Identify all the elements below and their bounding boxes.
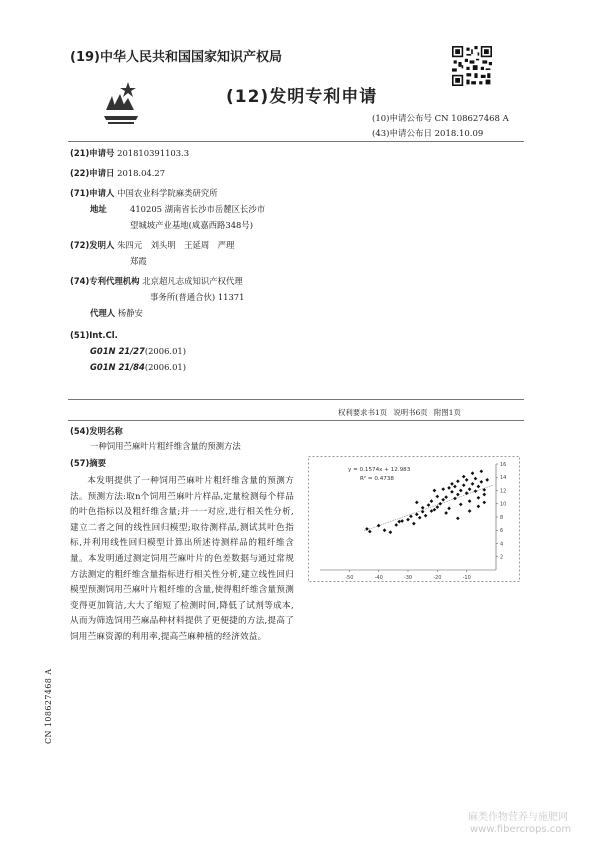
page-counts: 权利要求书1页 说明书6页 附图1页 — [338, 408, 461, 417]
emblem-icon — [98, 80, 144, 126]
section-divider-1 — [68, 399, 524, 400]
watermark-url: www.fibercrops.com — [470, 824, 572, 835]
agency-line-2: 事务所(普通合伙) 11371 — [150, 292, 245, 302]
agency-row — [70, 274, 243, 289]
inventors-row — [70, 238, 234, 253]
y-tick-label: 8 — [500, 514, 504, 521]
abstract-label: (57)摘要 — [70, 458, 107, 468]
address-line-2: 望城坡产业基地(咸嘉西路348号) — [130, 220, 254, 230]
publication-number: (10)申请公布号 CN 108627468 A — [372, 114, 509, 124]
ipc-version-1: (2006.01) — [144, 346, 186, 356]
y-tick-label: 4 — [500, 541, 504, 548]
title-label: (54)发明名称 — [70, 426, 123, 436]
x-tick-label: -50 — [345, 575, 354, 581]
x-tick-label: -20 — [433, 575, 442, 581]
ipc-code-2: G01N 21/84 — [90, 362, 145, 372]
y-tick-label: 12 — [500, 488, 507, 495]
abstract-text — [70, 474, 294, 646]
agent-row — [90, 306, 143, 321]
abstract-body: 本发明提供了一种饲用苎麻叶片粗纤维含量的预测方法。预测方法:取n个饲用苎麻叶片样品,定量检测每个样品的叶色指标以及粗纤维含量;并一一对应,进行相关性分析,建立二者之间的线性回归模型;取待测样品,测试其叶色指标,并利用线性回归模型计算出所述待测样品的粗纤维含量。本发明通过测定饲用苎麻叶片的色差数据与通过常规方法测定的粗纤维含量指标进行相关性分析,建立线性回归模型预测饲用苎麻叶片粗纤维的含量,使得粗纤维含量预测变得更加简洁,大大了缩短了检测时间,降低了试剂等成本,从而为筛选饲用苎麻品种材料提供了更便捷的方法,提高了饲用苎麻资源的利用率,提高苎麻种植的经济效益。 — [70, 476, 294, 642]
publication-date: (43)申请公布日 2018.10.09 — [372, 129, 484, 139]
agent: 杨静安 — [117, 308, 143, 318]
header-divider — [68, 141, 524, 142]
x-tick-label: -30 — [403, 575, 413, 581]
side-publication-number: CN 108627468 A — [44, 668, 53, 744]
regression-equation: y = 0.1574x + 12.983 — [348, 467, 411, 473]
y-tick-label: 6 — [500, 528, 504, 535]
x-tick-label: -40 — [374, 575, 383, 581]
filing-date-row — [70, 166, 165, 181]
scatter-chart — [308, 456, 520, 582]
chart-frame — [309, 457, 520, 582]
filing-date: 2018.04.27 — [117, 168, 166, 178]
inventors-label: (72)发明人 — [70, 240, 115, 250]
inventors-line-1: 朱四元 刘头明 王延周 严理 — [117, 240, 235, 250]
y-tick-label: 16 — [500, 461, 507, 468]
agent-label: 代理人 — [90, 308, 116, 318]
ipc-version-2: (2006.01) — [144, 362, 186, 372]
int-cl-label: (51)Int.Cl. — [70, 330, 118, 340]
filing-date-label: (22)申请日 — [70, 168, 115, 178]
application-number: 201810391103.3 — [117, 148, 190, 158]
y-tick-label: 14 — [500, 475, 507, 482]
r-squared-label: R² = 0.4738 — [360, 476, 394, 482]
invention-title: 一种饲用苎麻叶片粗纤维含量的预测方法 — [90, 441, 241, 451]
x-tick-label: -10 — [462, 575, 471, 581]
applicant-row — [70, 186, 218, 201]
inventors-line-2: 郑霞 — [130, 256, 147, 266]
y-tick-label: 2 — [500, 554, 504, 561]
y-tick-label: 10 — [500, 501, 507, 508]
qr-code-icon — [452, 46, 492, 86]
applicant-label: (71)申请人 — [70, 188, 115, 198]
watermark-site-name: 麻类作物营养与施肥网 — [468, 812, 568, 823]
section-divider-2 — [68, 420, 524, 421]
ipc-row-2 — [90, 360, 186, 375]
agency-line-1: 北京超凡志成知识产权代理 — [142, 276, 243, 286]
ipc-row-1 — [90, 344, 186, 359]
document-type: (12)发明专利申请 — [226, 87, 378, 107]
ipc-code-1: G01N 21/27 — [90, 346, 145, 356]
application-number-row — [70, 146, 189, 161]
address-line-1: 410205 湖南省长沙市岳麓区长沙市 — [130, 204, 266, 214]
applicant: 中国农业科学院麻类研究所 — [117, 188, 218, 198]
application-number-label: (21)申请号 — [70, 148, 115, 158]
issuing-office: (19)中华人民共和国国家知识产权局 — [70, 50, 282, 65]
address-label: 地址 — [90, 204, 107, 214]
agency-label: (74)专利代理机构 — [70, 276, 140, 286]
